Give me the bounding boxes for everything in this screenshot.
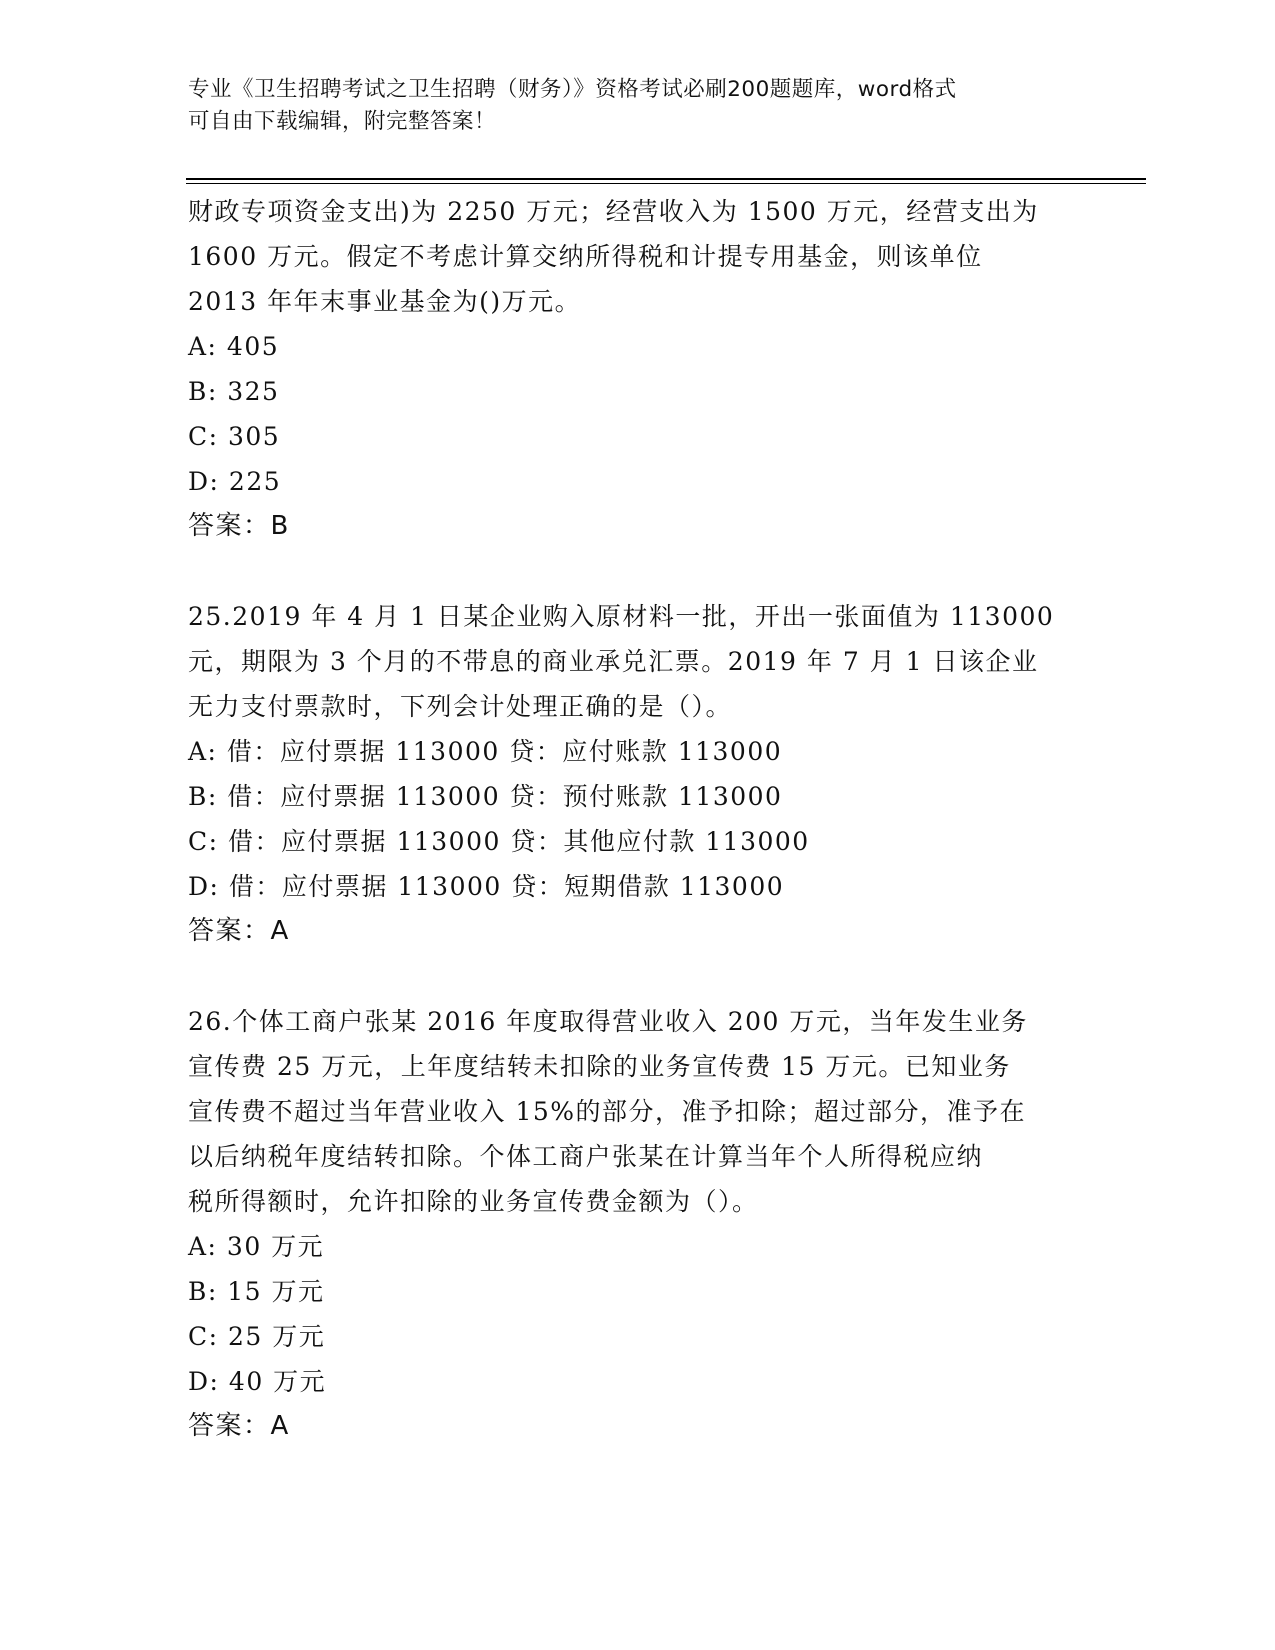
option-a: A: 405: [188, 332, 280, 361]
question-content: [188, 189, 1088, 1449]
option-b: B: 325: [188, 377, 280, 406]
header-line-1: 专业《卫生招聘考试之卫生招聘（财务）》资格考试必刷200题题库，word格式: [188, 77, 957, 102]
header-line-2: 可自由下载编辑，附完整答案！: [188, 109, 497, 134]
option-c: C: 借：应付票据 113000 贷：其他应付款 113000: [188, 827, 810, 856]
option-d: D: 借：应付票据 113000 贷：短期借款 113000: [188, 872, 785, 901]
option-c: C: 305: [188, 422, 281, 451]
option-b: B: 15 万元: [188, 1277, 325, 1306]
header-rule-thick: [186, 178, 1146, 180]
question-text-line: 以后纳税年度结转扣除。个体工商户张某在计算当年个人所得税应纳: [188, 1142, 984, 1171]
question-text-line: 2013 年年末事业基金为()万元。: [188, 287, 582, 316]
question-text-line: 25.2019 年 4 月 1 日某企业购入原材料一批，开出一张面值为 113000: [188, 602, 1055, 631]
answer: 答案：A: [188, 1411, 290, 1441]
option-b: B: 借：应付票据 113000 贷：预付账款 113000: [188, 782, 783, 811]
header-rule-thin: [186, 183, 1146, 184]
question-text-line: 无力支付票款时，下列会计处理正确的是（）。: [188, 692, 733, 721]
question-text-line: 税所得额时，允许扣除的业务宣传费金额为（）。: [188, 1187, 759, 1216]
option-a: A: 30 万元: [188, 1232, 325, 1261]
question-25: [188, 594, 1088, 954]
question-text-line: 26.个体工商户张某 2016 年度取得营业收入 200 万元，当年发生业务: [188, 1007, 1028, 1036]
question-text-line: 财政专项资金支出)为 2250 万元；经营收入为 1500 万元，经营支出为: [188, 197, 1039, 226]
answer: 答案：B: [188, 511, 290, 541]
question-text-line: 1600 万元。假定不考虑计算交纳所得税和计提专用基金，则该单位: [188, 242, 983, 271]
spacer: [188, 954, 1088, 999]
spacer: [188, 549, 1088, 594]
question-text-line: 宣传费不超过当年营业收入 15%的部分，准予扣除；超过部分，准予在: [188, 1097, 1027, 1126]
option-c: C: 25 万元: [188, 1322, 326, 1351]
option-d: D: 40 万元: [188, 1367, 327, 1396]
page-header: [188, 74, 1068, 138]
question-text-line: 元，期限为 3 个月的不带息的商业承兑汇票。2019 年 7 月 1 日该企业: [188, 647, 1039, 676]
question-26: [188, 999, 1088, 1449]
answer: 答案：A: [188, 916, 290, 946]
option-a: A: 借：应付票据 113000 贷：应付账款 113000: [188, 737, 783, 766]
question-text-line: 宣传费 25 万元，上年度结转未扣除的业务宣传费 15 万元。已知业务: [188, 1052, 1011, 1081]
option-d: D: 225: [188, 467, 282, 496]
question-24: [188, 189, 1088, 549]
